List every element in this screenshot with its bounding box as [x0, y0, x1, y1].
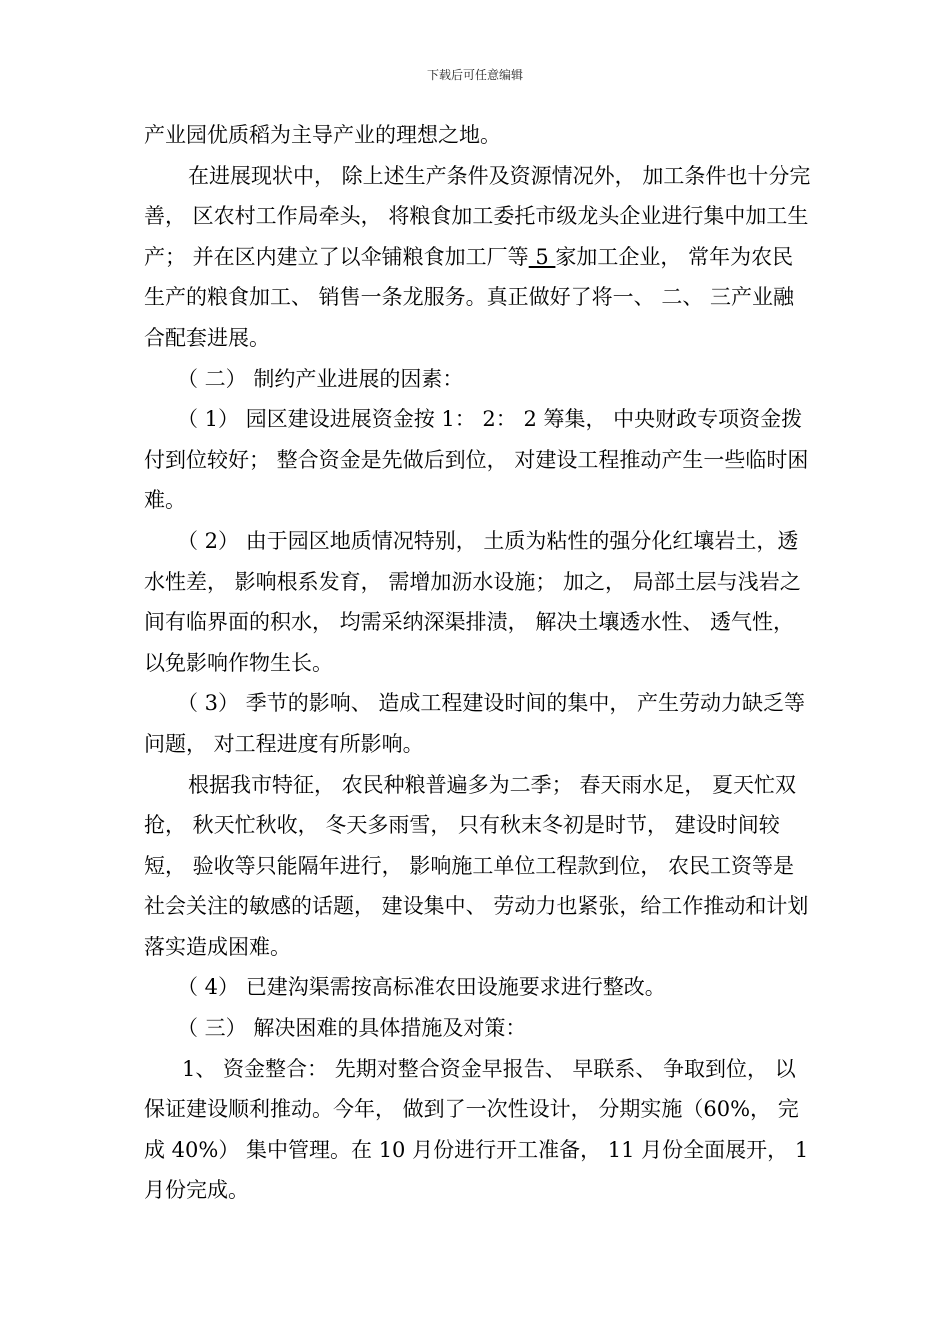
- paragraph-item-3: （ 3） 季节的影响、 造成工程建设时间的集中， 产生劳动力缺乏等问题， 对工程进度有所影响。: [144, 691, 806, 756]
- paragraph-2-part-a: 在进展现状中， 除上述生产条件及资源情况外， 加工条件也十分完善， 区农村工作局牵头， 将粮食加工委托市级龙头企业进行集中加工生产； 并在区内建立了以伞铺粮食加工厂等: [144, 163, 811, 269]
- paragraph-item-2: （ 2） 由于园区地质情况特别， 土质为粘性的强分化红壤岩土，透水性差， 影响根系发育， 需增加沥水设施； 加之， 局部土层与浅岩之间有临界面的积水， 均需采纳深渠排渍， 解决土壤透水性、 透气性， 以免影响作物生长。: [144, 528, 801, 675]
- section-heading-3: （ 三） 解决困难的具体措施及对策：: [177, 1016, 527, 1041]
- document-body: [144, 115, 812, 1211]
- paragraph-item-1: （ 1） 园区建设进展资金按 1： 2： 2 筹集， 中央财政专项资金拨付到位较好； 整合资金是先做后到位， 对建设工程推动产生一些临时困难。: [144, 407, 809, 513]
- paragraph-measure-1: 1、 资金整合： 先期对整合资金早报告、 早联系、 争取到位， 以保证建设顺利推动。今年， 做到了一次性设计， 分期实施（60%， 完成 40%） 集中管理。在 10 月份进行开工准备， 11 月份全面展开， 1 月份完成。: [144, 1056, 809, 1203]
- paragraph-2: [144, 156, 812, 359]
- paragraph-season: 根据我市特征， 农民种粮普遍多为二季； 春天雨水足， 夏天忙双抢， 秋天忙秋收， 冬天多雨雪， 只有秋末冬初是时节， 建设时间较短， 验收等只能隔年进行， 影响施工单位工程款到位， 农民工资等是社会关注的敏感的话题， 建设集中、 劳动力也紧张，给工作推动和计划落实造成困难。: [144, 772, 809, 959]
- section-heading-2: （ 二） 制约产业进展的因素：: [177, 366, 464, 391]
- page-header: 下载后可任意编辑: [426, 68, 523, 82]
- paragraph-1: 产业园优质稻为主导产业的理想之地。: [144, 123, 501, 147]
- paragraph-item-4: （ 4） 已建沟渠需按高标准农田设施要求进行整改。: [177, 975, 666, 1000]
- paragraph-2-part-b: 家加工企业， 常年为农民生产的粮食加工、 销售一条龙服务。真正做好了将一、 二、 三产业融合配套进展。: [144, 244, 795, 350]
- underlined-number: 5: [528, 244, 556, 269]
